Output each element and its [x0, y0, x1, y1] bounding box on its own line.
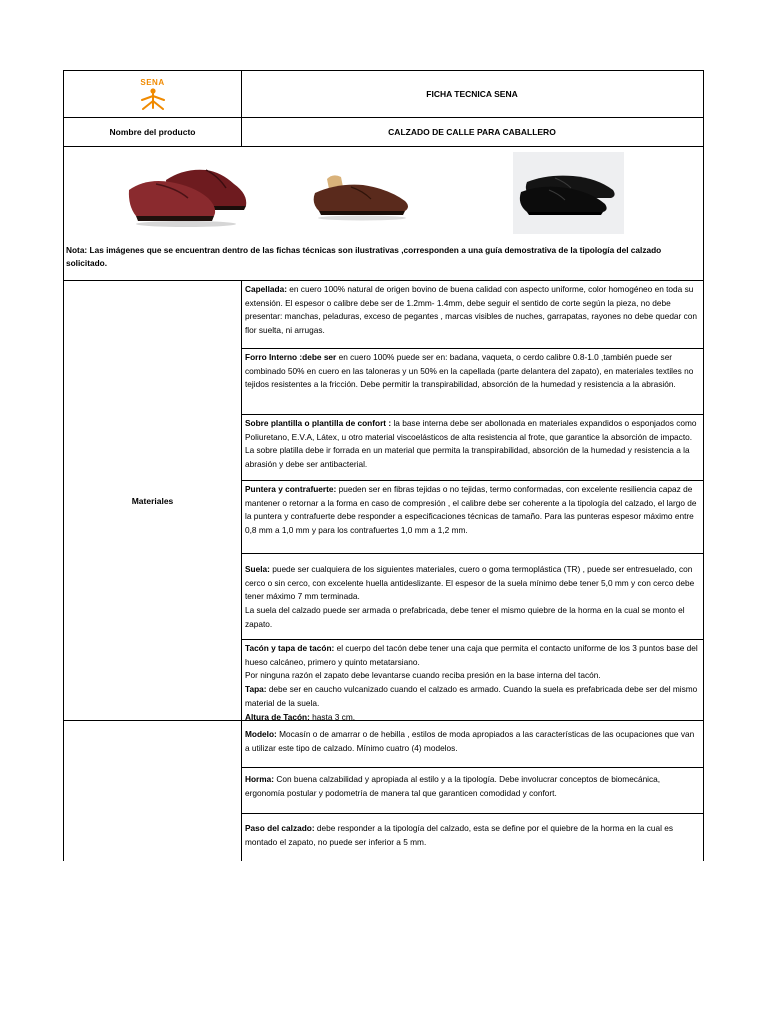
altura-text: hasta 3 cm. [309, 711, 356, 722]
puntera-title: Puntera y contrafuerte: [245, 484, 337, 494]
tapa-title: Tapa: [245, 684, 267, 695]
suela-text: puede ser cualquiera de los siguientes materiales, cuero o goma termoplástica (TR) , puede ser entresuelado, con cerco o sin cerco, con excelente huella antideslizante. El espesor de la suela mínimo debe tener 5,0 mm y con cerco debe tener máximo 7 mm terminada. [245, 564, 695, 602]
capellada-text: en cuero 100% natural de origen bovino de buena calidad con aspecto uniforme, color homogéneo en toda su extensión. El espesor o calibre debe ser de 1.2mm- 1.4mm, debe seguir el sentido de corte según la pieza, no debe presentar: manchas, peladuras, exceso de pegantes , marcas visibles de nuches, garrapatas, rayones no debe quedar con flor suelta, ni arrugas. [245, 284, 697, 336]
suela-block [242, 553, 703, 639]
logo-cell [64, 71, 242, 117]
images-row [64, 147, 703, 281]
tacon-title: Tacón y tapa de tacón: [245, 643, 335, 653]
paso-block [242, 813, 703, 861]
paso-title: Paso del calzado: [245, 823, 315, 833]
horma-text: Con buena calzabilidad y apropiada al estilo y a la tipología. Debe involucrar conceptos de biomecánica, ergonomía postular y podometría de manera tal que garanticen comodidad y confort. [245, 774, 661, 798]
modelo-block [242, 720, 703, 767]
product-label: Nombre del producto [64, 118, 242, 146]
black-shoes-image [513, 152, 624, 234]
images-note: Nota: Las imágenes que se encuentran dentro de las fichas técnicas son ilustrativas ,corresponden a una guía demostrativa de la tipología del calzado solicitado. [66, 245, 662, 268]
horma-block [242, 767, 703, 813]
forro-text: en cuero 100% puede ser en: badana, vaqueta, o cerdo calibre 0.8-1.0 ,también puede ser combinado 50% en cuero en las taloneras y un 50% en la capellada (parte delantera del zapato), en materiales textiles no tejidos resistentes a la fricción. Debe permitir la transpirabilidad, absorción de la humedad y resistencia a la abrasión. [245, 352, 694, 390]
puntera-text: pueden ser en fibras tejidas o no tejidas, termo conformadas, con excelente resiliencia capaz de mantener o retornar a la forma en caso de compresión , el calibre debe ser coherente a la tipología del calzado, el largo de la puntera y contrafuerte debe responder a especificaciones técnicas de tamaño. Para las punteras espesor máximo entre 0,8 mm a 1,0 mm y para los contrafuertes 1,0 mm a 1,2 mm. [245, 484, 697, 536]
suela-title: Suela: [245, 564, 270, 574]
brown-shoe-image [307, 169, 417, 224]
puntera-block [242, 480, 703, 553]
tacon-text: el cuerpo del tacón debe tener una caja que permita el contacto uniforme de los 3 puntos base del hueso calcáneo, primero y quinto metatarsiano. [245, 643, 698, 667]
tacon-block [242, 639, 703, 720]
product-row [64, 118, 703, 147]
sobre-plantilla-block [242, 414, 703, 480]
capellada-title: Capellada: [245, 284, 287, 294]
tapa-text: debe ser en caucho vulcanizado cuando el calzado es armado. Cuando la suela es prefabricada debe ser del mismo material de la suela. [245, 684, 698, 708]
forro-block [242, 348, 703, 414]
suela-text-2: La suela del calzado puede ser armada o prefabricada, debe tener el mismo quiebre de la horma en la cual se monto el zapato. [245, 605, 685, 629]
paso-text: debe responder a la tipología del calzado, esta se define por el quiebre de la horma en la cual es montado el zapato, no puede ser inferior a 5 mm. [245, 823, 674, 847]
altura-title: Altura de Tacón: [245, 711, 310, 722]
tacon-text-2: Por ninguna razón el zapato debe levantarse cuando reciba presión en la base interna del tacón. [245, 670, 601, 681]
capellada-block [242, 281, 703, 348]
sena-logo [135, 78, 171, 110]
product-name: CALZADO DE CALLE PARA CABALLERO [388, 127, 556, 137]
technical-sheet-table [63, 70, 704, 861]
sobre-plantilla-title: Sobre plantilla o plantilla de confort : [245, 418, 392, 428]
horma-title: Horma: [245, 774, 275, 784]
header-row [64, 71, 703, 118]
diseno-section [64, 720, 703, 861]
diseno-label-cell [64, 720, 242, 861]
materiales-section [64, 281, 703, 721]
modelo-text: Mocasín o de amarrar o de hebilla , estilos de moda apropiados a las características de las ocupaciones que van a utilizar este tipo de calzado. Mínimo cuatro (4) modelos. [245, 729, 695, 753]
burgundy-shoes-image [126, 154, 256, 229]
sobre-plantilla-text: la base interna debe ser abollonada en materiales expandidos o esponjados como Poliuretano, E.V.A, Látex, u otro material viscoelásticos de alta resistencia al frote, que garantice la absorción de impacto. La sobre platilla debe ir forrada en un material que permita la transpirabilidad, absorción de la humedad y resistencia a la abrasión y debe ser antibacterial. [245, 418, 697, 470]
materiales-label: Materiales [64, 281, 242, 720]
sena-logo-text: SENA [140, 78, 165, 87]
modelo-title: Modelo: [245, 729, 277, 739]
sena-logo-icon [135, 88, 171, 110]
sheet-title: FICHA TECNICA SENA [426, 89, 518, 99]
forro-title: Forro Interno :debe ser [245, 352, 337, 362]
